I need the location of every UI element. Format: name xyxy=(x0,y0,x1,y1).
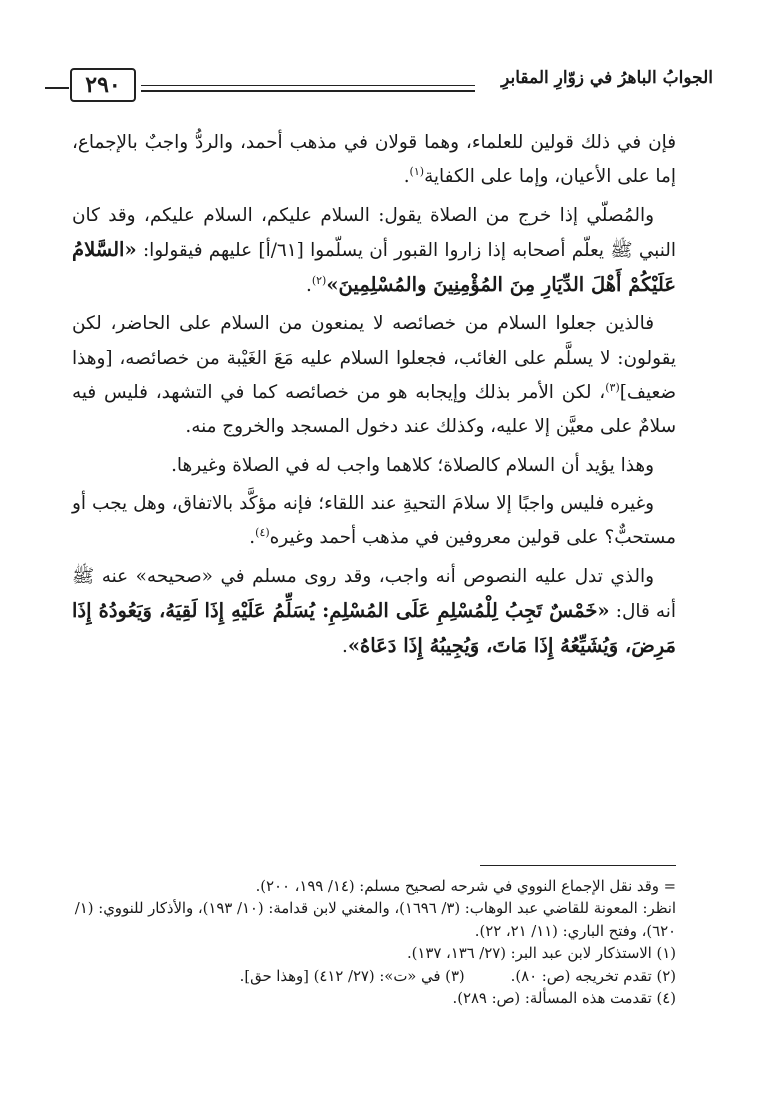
paragraph-text: والذي تدل عليه النصوص أنه واجب، وقد روى مسلم في «صحيحه» عنه ﷺ أنه قال: xyxy=(72,565,676,622)
paragraph-text: وغيره فليس واجبًا إلا سلامَ التحيةِ عند اللقاء؛ فإنه مؤكَّد بالاتفاق، وهل يجب أو مستحبٌّ؟ على قولين معروفين في مذهب أحمد وغيره xyxy=(72,492,676,549)
main-text xyxy=(72,126,676,668)
book-title: الجوابُ الباهرُ في زوّارِ المقابرِ xyxy=(501,68,713,88)
footnote-ref: (١) xyxy=(409,165,425,179)
footnote-ref: (٣) xyxy=(605,380,620,394)
footnote-continuation: = وقد نقل الإجماع النووي في شرحه لصحيح مسلم: (١٤/ ١٩٩، ٢٠٠). xyxy=(255,878,676,895)
paragraph-1 xyxy=(72,126,676,195)
footnote-separator xyxy=(480,865,676,866)
header-rule xyxy=(141,85,475,86)
footnote-continuation: انظر: المعونة للقاضي عبد الوهاب: (٣/ ١٦٩٦)، والمغني لابن قدامة: (١٠/ ١٩٣)، والأذكار للنووي: (١/ ٦٢٠)، وفتح الباري: (١١/ ٢١، ٢٢). xyxy=(74,900,676,940)
footnote-ref: (٢) xyxy=(311,274,327,288)
paragraph-text: ، لكن الأمر بذلك وإيجابه هو من خصائصه كما في التشهد، فليس فيه سلامٌ على معيَّن إلا عليه، وكذلك عند دخول المسجد والخروج منه. xyxy=(72,382,676,438)
paragraph-end: . xyxy=(305,275,312,297)
paragraph-6 xyxy=(72,560,676,665)
footnote-1: (١) الاستذكار لابن عبد البر: (٢٧/ ١٣٦، ١٣٧). xyxy=(406,945,676,963)
footnote-ref: (٤) xyxy=(255,526,270,540)
header-rule-tail xyxy=(45,87,69,89)
footnote-2: (٢) تقدم تخريجه (ص: ٨٠). xyxy=(510,967,676,985)
page-header xyxy=(45,58,713,106)
paragraph-2 xyxy=(72,199,676,304)
header-rule-thick xyxy=(141,90,475,92)
paragraph-3 xyxy=(72,307,676,444)
footnote-3: (٣) في «ت»: (٢٧/ ٤١٢) [وهذا حق]. xyxy=(239,967,465,985)
hadith-quote: «السَّلامُ عَلَيْكُمْ أَهْلَ الدِّيَارِ مِنَ المُؤْمِنِينَ والمُسْلِمِينَ» xyxy=(72,237,676,297)
paragraph-5 xyxy=(72,487,676,556)
paragraph-end: . xyxy=(403,166,410,188)
paragraph-end: . xyxy=(341,636,348,658)
footnote-row xyxy=(72,966,676,988)
page-number: ٢٩٠ xyxy=(70,68,136,102)
paragraph-4: وهذا يؤيد أن السلام كالصلاة؛ كلاهما واجب له في الصلاة وغيرها. xyxy=(171,454,654,476)
footnote-4: (٤) تقدمت هذه المسألة: (ص: ٢٨٩). xyxy=(452,990,676,1008)
paragraph-text: فالذين جعلوا السلام من خصائصه لا يمنعون من السلام على الحاضر، لكن يقولون: لا يسلَّم على الغائب، فجعلوا السلام عليه مَعَ الغَيْبة من خصائصه، [وهذا ضعيف] xyxy=(72,313,676,404)
paragraph-text: والمُصلّي إذا خرج من الصلاة يقول: السلام عليكم، السلام عليكم، وقد كان النبي ﷺ يعلّم أصحابه إذا زاروا القبور أن يسلّموا [٦١/أ] عليهم فيقولوا: xyxy=(72,204,676,261)
paragraph-text: فإن في ذلك قولين للعلماء، وهما قولان في مذهب أحمد، والردُّ واجبٌ بالإجماع، إما على الأعيان، وإما على الكفاية xyxy=(72,132,676,188)
paragraph-end: . xyxy=(249,527,256,549)
hadith-quote: «خَمْسٌ تَجِبُ لِلْمُسْلِمِ عَلَى المُسْلِمِ: يُسَلِّمُ عَلَيْهِ إِذَا لَقِيَهُ، وَيَعُودُهُ إِذَا مَرِضَ، وَيُشَيِّعُهُ إِذَا مَاتَ، وَيُجِيبُهُ إِذَا دَعَاهُ» xyxy=(72,598,676,658)
footnotes xyxy=(72,876,676,1010)
